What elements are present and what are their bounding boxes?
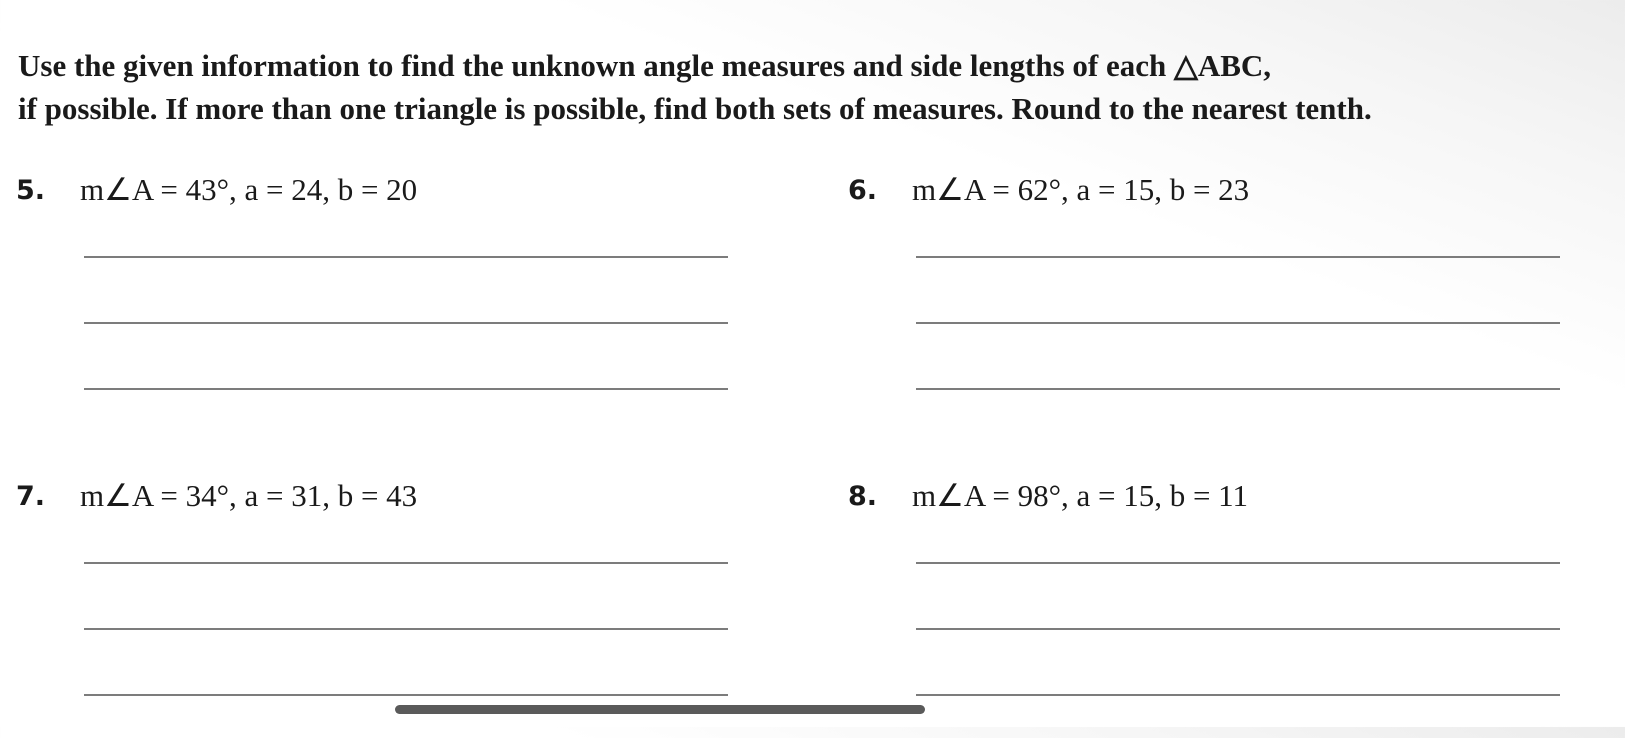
instructions-line-2: if possible. If more than one triangle is possible, find both sets of measures. Round to the nearest tenth. bbox=[18, 91, 1372, 126]
answer-line[interactable] bbox=[916, 628, 1560, 630]
problem-5 bbox=[16, 172, 796, 432]
answer-line[interactable] bbox=[84, 256, 728, 258]
answer-line[interactable] bbox=[916, 388, 1560, 390]
horizontal-scrollbar[interactable] bbox=[395, 705, 925, 714]
instructions-line-1: Use the given information to find the unknown angle measures and side lengths of each △ABC, bbox=[18, 48, 1272, 83]
answer-line[interactable] bbox=[84, 694, 728, 696]
answer-line[interactable] bbox=[84, 562, 728, 564]
problem-expression: m∠A = 98°, a = 15, b = 11 bbox=[912, 478, 1249, 513]
problem-expression: m∠A = 43°, a = 24, b = 20 bbox=[80, 172, 418, 207]
problem-number: 5. bbox=[16, 175, 46, 206]
problem-6 bbox=[848, 172, 1625, 432]
answer-line[interactable] bbox=[916, 694, 1560, 696]
problem-8 bbox=[848, 478, 1625, 738]
answer-line[interactable] bbox=[916, 562, 1560, 564]
problem-7 bbox=[16, 478, 796, 738]
answer-line[interactable] bbox=[84, 628, 728, 630]
problem-expression: m∠A = 62°, a = 15, b = 23 bbox=[912, 172, 1250, 207]
problem-expression: m∠A = 34°, a = 31, b = 43 bbox=[80, 478, 418, 513]
answer-line[interactable] bbox=[84, 322, 728, 324]
instructions bbox=[18, 44, 1608, 130]
answer-line[interactable] bbox=[84, 388, 728, 390]
problem-number: 6. bbox=[848, 175, 878, 206]
problem-number: 8. bbox=[848, 481, 878, 512]
problem-number: 7. bbox=[16, 481, 46, 512]
answer-line[interactable] bbox=[916, 256, 1560, 258]
answer-line[interactable] bbox=[916, 322, 1560, 324]
